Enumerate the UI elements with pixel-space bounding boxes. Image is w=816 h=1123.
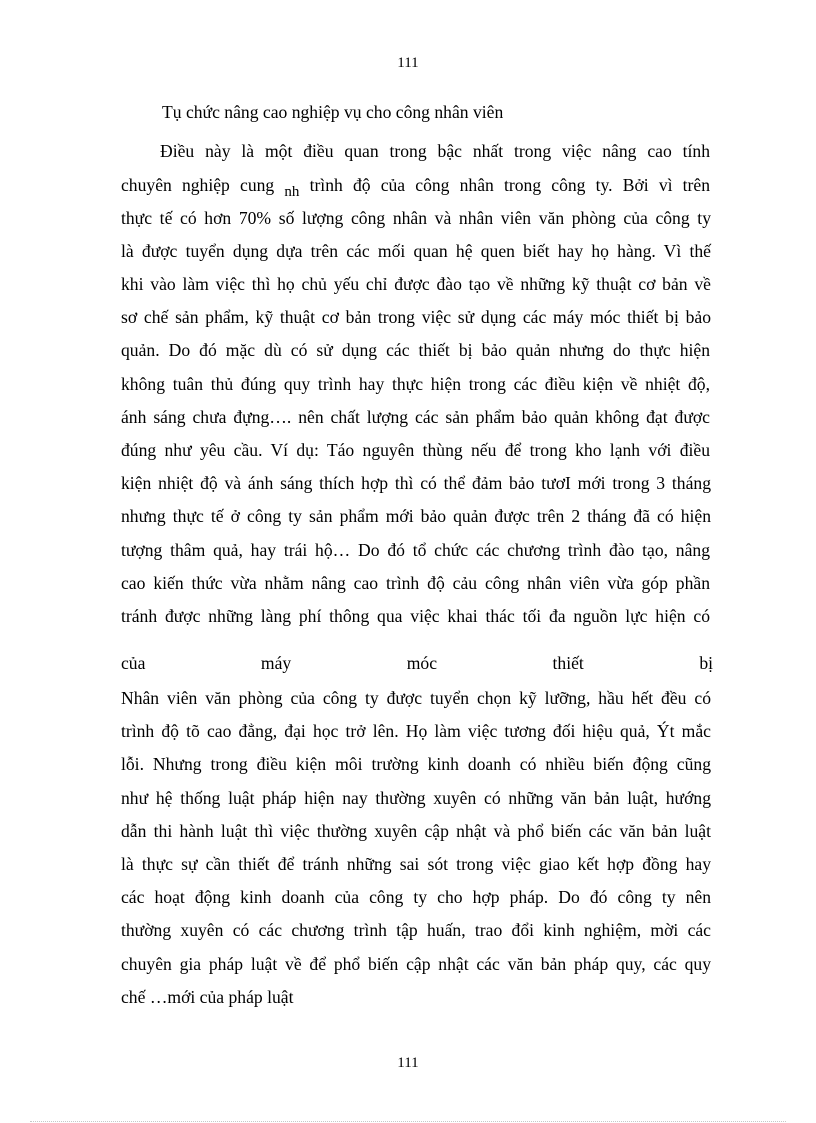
p1-line-2-sub: nh xyxy=(284,184,300,200)
page-bottom-divider xyxy=(30,1121,786,1122)
p1-line-13: tượng thâm quả, hay trái hộ… Do đó tổ chức các chương trình đào tạo, nâng xyxy=(121,540,710,560)
p1-line-12: nhưng thực tế ở công ty sản phẩm mới bảo quản được trên 2 tháng đã có hiện xyxy=(121,506,711,526)
p2-line-3: lỗi. Nhưng trong điều kiện môi trường kinh doanh có nhiều biến động cũng xyxy=(121,754,711,774)
p1-line-2-a: chuyên nghiệp cung xyxy=(121,175,275,195)
p1-line-16: của máy móc thiết bị xyxy=(121,653,713,673)
p2-line-5: dẫn thi hành luật thì việc thường xuyên cập nhật và phổ biến các văn bản luật xyxy=(121,821,711,841)
p2-line-9: chuyên gia pháp luật về để phổ biến cập nhật các văn bản pháp quy, các quy xyxy=(121,954,711,974)
p1-line-11: kiện nhiệt độ và ánh sáng thích hợp thì có thể đảm bảo tươI mới trong 3 tháng xyxy=(121,473,711,493)
p2-line-10: chế …mới của pháp luật xyxy=(121,987,294,1007)
p1-line-2-b: trình độ của công nhân trong công ty. Bởi vì trên xyxy=(309,175,711,195)
section-heading: Tụ chức nâng cao nghiệp vụ cho công nhân viên xyxy=(162,102,504,122)
p1-line-10: đúng như yêu cầu. Ví dụ: Táo nguyên thùng nếu để trong kho lạnh với điều xyxy=(121,440,710,460)
p2-line-2: trình độ tõ cao đẳng, đại học trở lên. Họ làm việc tương đối hiệu quả, Ýt mắc xyxy=(121,721,711,741)
p2-line-1: Nhân viên văn phòng của công ty được tuyển chọn kỹ lưỡng, hầu hết đều có xyxy=(121,688,711,708)
p1-line-4: là được tuyển dụng dựa trên các mối quan hệ quen biết hay họ hàng. Vì thế xyxy=(121,241,711,261)
p1-line-5: khi vào làm việc thì họ chủ yếu chỉ được đào tạo về những kỹ thuật cơ bản về xyxy=(121,274,711,294)
p1-line-2 xyxy=(121,173,710,204)
p2-line-4: như hệ thống luật pháp hiện nay thường xuyên có những văn bản luật, hướng xyxy=(121,788,711,808)
p1-line-1: Điều này là một điều quan trong bậc nhất trong việc nâng cao tính xyxy=(160,141,710,161)
p1-line-7: quản. Do đó mặc dù có sử dụng các thiết bị bảo quản nhưng do thực hiện xyxy=(121,340,710,360)
p1-line-6: sơ chế sản phẩm, kỹ thuật cơ bản trong việc sử dụng các máy móc thiết bị bảo xyxy=(121,307,711,327)
p2-line-8: thường xuyên có các chương trình tập huấn, trao đổi kinh nghiệm, mời các xyxy=(121,920,711,940)
p2-line-6: là thực sự cần thiết để tránh những sai sót trong việc giao kết hợp đồng hay xyxy=(121,854,711,874)
page-number-bottom: 111 xyxy=(397,1055,419,1071)
p1-line-14: cao kiến thức vừa nhằm nâng cao trình độ cảu công nhân viên vừa góp phần xyxy=(121,573,710,593)
page-number-top: 111 xyxy=(397,55,419,71)
p1-line-15: tránh được những làng phí thông qua việc khai thác tối đa nguồn lực hiện có xyxy=(121,606,710,626)
p1-line-3: thực tế có hơn 70% số lượng công nhân và nhân viên văn phòng của công ty xyxy=(121,208,711,228)
p1-line-8: không tuân thủ đúng quy trình hay thực hiện trong các điều kiện về nhiệt độ, xyxy=(121,374,710,394)
p2-line-7: các hoạt động kinh doanh của công ty cho hợp pháp. Do đó công ty nên xyxy=(121,887,711,907)
p1-line-9: ánh sáng chưa đựng…. nên chất lượng các sản phẩm bảo quản không đạt được xyxy=(121,407,710,427)
